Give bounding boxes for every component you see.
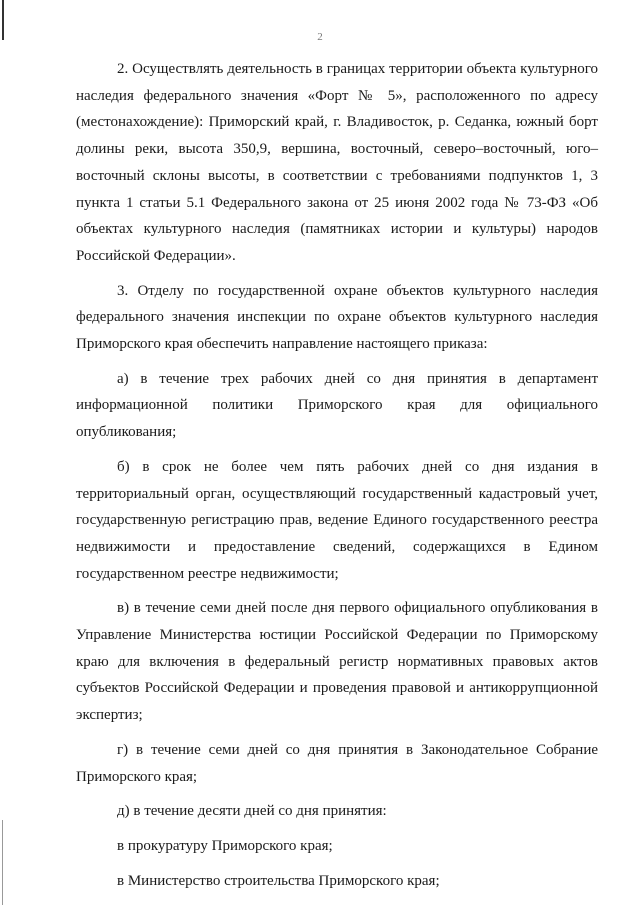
text-line: д) в течение десяти дней со дня принятия: — [117, 803, 387, 820]
page-number: 2 — [317, 31, 323, 43]
text-line: государственную регистрацию прав, ведение Единого государственного реестра — [76, 512, 598, 529]
text-line: а) в течение трех рабочих дней со дня принятия в департамент — [117, 370, 598, 387]
text-line: в) в течение семи дней после дня первого официального опубликования в — [117, 600, 598, 617]
text-line: долины реки, высота 350,9, вершина, восточный, северо–восточный, юго– — [76, 141, 598, 158]
text-line: восточный склоны высоты, в соответствии с требованиями подпунктов 1, 3 — [76, 167, 598, 184]
subitem-d-2 — [76, 868, 598, 895]
text-line: федерального значения инспекции по охране объектов культурного наследия — [76, 309, 598, 326]
text-line: опубликования; — [76, 424, 177, 441]
text-line: Приморского края обеспечить направление настоящего приказа: — [76, 336, 488, 353]
subitem-d-1 — [76, 833, 598, 860]
scan-edge-mark-bottom — [2, 820, 3, 905]
paragraph-2 — [76, 56, 598, 270]
text-line: государственном реестре недвижимости; — [76, 565, 339, 582]
text-line: информационной политики Приморского края для официального — [76, 397, 598, 414]
text-line: пункта 1 статьи 5.1 Федерального закона от 25 июня 2002 года № 73-ФЗ «Об — [76, 194, 598, 211]
text-line: краю для включения в федеральный регистр нормативных правовых актов — [76, 653, 598, 670]
text-line: б) в срок не более чем пять рабочих дней со дня издания в — [117, 458, 598, 475]
text-line: (местонахождение): Приморский край, г. Владивосток, р. Седанка, южный борт — [76, 114, 598, 131]
text-line: недвижимости и предоставление сведений, содержащихся в Едином — [76, 538, 598, 555]
text-line: наследия федерального значения «Форт № 5», расположенного по адресу — [76, 87, 598, 104]
text-line: Управление Министерства юстиции Российской Федерации по Приморскому — [76, 627, 598, 644]
subitem-d — [76, 798, 598, 825]
subitem-g — [76, 737, 598, 790]
subitem-a — [76, 366, 598, 446]
text-line: 2. Осуществлять деятельность в границах территории объекта культурного — [117, 61, 598, 77]
text-line: в Министерство строительства Приморского края; — [117, 872, 440, 889]
text-line: в прокуратуру Приморского края; — [117, 837, 333, 854]
text-line: 3. Отделу по государственной охране объектов культурного наследия — [117, 282, 598, 299]
text-line: Приморского края; — [76, 768, 198, 785]
text-line: территориальный орган, осуществляющий государственный кадастровый учет, — [76, 485, 598, 502]
text-line: субъектов Российской Федерации и проведения правовой и антикоррупционной — [76, 680, 598, 697]
text-line: Российской Федерации». — [76, 247, 236, 264]
text-line: г) в течение семи дней со дня принятия в Законодательное Собрание — [117, 741, 598, 758]
document-body — [76, 56, 598, 894]
subitem-v — [76, 595, 598, 729]
paragraph-3 — [76, 278, 598, 358]
subitem-b — [76, 454, 598, 588]
text-line: экспертиз; — [76, 707, 143, 724]
text-line: объектах культурного наследия (памятниках истории и культуры) народов — [76, 221, 598, 238]
